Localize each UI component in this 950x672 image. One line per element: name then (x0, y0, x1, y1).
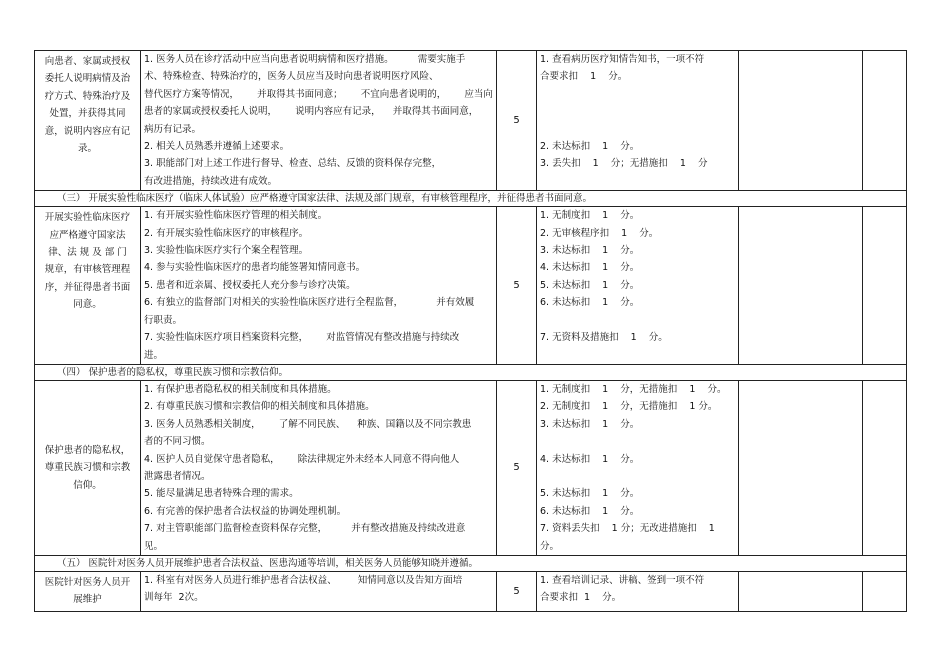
criteria-line (540, 433, 735, 450)
table-row (35, 380, 907, 555)
requirement-line: 5. 能尽量满足患者特殊合理的需求。 (144, 488, 299, 500)
requirement-line: 2. 相关人员熟悉并遵循上述要求。 (144, 141, 290, 153)
requirement-line: 6. 有独立的监督部门对相关的实验性临床医疗进行全程监督， 并有效履 (144, 297, 475, 309)
requirement-line: 1. 有保护患者隐私权的相关制度和具体措施。 (144, 383, 337, 395)
section-header: （五） 医院针对医务人员开展维护患者合法权益、医患沟通等培训，相关医务人员能够知晓并遵循。 (35, 555, 907, 571)
criteria-line: 合要求扣 1 分。 (540, 592, 622, 604)
requirement-line: 7. 对主管职能部门监督检查资料保存完整， 并有整改措施及持续改进意 (144, 523, 466, 535)
blank-cell (863, 207, 907, 365)
blank-cell (739, 207, 863, 365)
criteria-cell (537, 380, 739, 555)
criteria-line: 6. 未达标扣 1 分。 (540, 505, 640, 517)
blank-cell (863, 51, 907, 191)
blank-cell (739, 51, 863, 191)
criteria-cell (537, 571, 739, 611)
requirement-line: 4. 医护人员自觉保守患者隐私， 除法律规定外未经本人同意不得向他人 (144, 453, 460, 465)
score-cell: 5 (497, 571, 537, 611)
criteria-line: 1. 查看培训记录、讲稿、签到一项不符 (540, 574, 705, 586)
requirement-line: 1. 医务人员在诊疗活动中应当向患者说明病情和医疗措施。 需要实施手 (144, 54, 466, 65)
score-cell: 5 (497, 380, 537, 555)
criteria-line (540, 121, 735, 138)
criteria-line (540, 346, 735, 363)
requirement-line: 进。 (144, 349, 164, 361)
requirements-cell (141, 51, 497, 191)
requirement-line: 1. 有开展实验性临床医疗管理的相关制度。 (144, 210, 328, 222)
section-header-row (35, 555, 907, 571)
requirement-line: 1. 科室有对医务人员进行维护患者合法权益、 知情同意以及告知方面培 (144, 574, 463, 586)
item-cell: 医院针对医务人员开展维护 (35, 571, 141, 611)
criteria-line: 2. 未达标扣 1 分。 (540, 140, 640, 152)
requirement-line: 2. 有尊重民族习惯和宗教信仰的相关制度和具体措施。 (144, 401, 375, 413)
criteria-line: 分。 (540, 540, 560, 552)
criteria-line: 4. 未达标扣 1 分。 (540, 262, 640, 274)
requirements-cell (141, 571, 497, 611)
criteria-line: 2. 无审核程序扣 1 分。 (540, 227, 659, 239)
requirement-line: 术、特殊检查、特殊治疗的，医务人员应当及时向患者说明医疗风险、 (144, 71, 439, 83)
table-body (35, 51, 907, 612)
requirement-line: 2. 有开展实验性临床医疗的审核程序。 (144, 227, 309, 239)
item-cell: 保护患者的隐私权，尊重民族习惯和宗教信仰。 (35, 380, 141, 555)
requirement-line: 泄露患者情况。 (144, 470, 211, 482)
requirement-line: 患者的家属或授权委托人说明， 说明内容应有记录， 并取得其书面同意， (144, 106, 479, 118)
requirement-line: 见。 (144, 540, 164, 552)
criteria-line: 1. 无制度扣 1 分。 (540, 210, 640, 222)
requirement-line: 者的不同习惯。 (144, 436, 211, 448)
criteria-line: 6. 未达标扣 1 分。 (540, 297, 640, 309)
requirement-line: 6. 有完善的保护患者合法权益的协调处理机制。 (144, 505, 347, 517)
criteria-line: 2. 无制度扣 1 分，无措施扣 1 分。 (540, 401, 718, 413)
score-cell: 5 (497, 207, 537, 365)
criteria-line: 5. 未达标扣 1 分。 (540, 279, 640, 291)
criteria-line: 7. 无资料及措施扣 1 分。 (540, 332, 668, 344)
criteria-line: 4. 未达标扣 1 分。 (540, 453, 640, 465)
criteria-line (540, 103, 735, 120)
criteria-cell (537, 207, 739, 365)
requirement-line: 3. 职能部门对上述工作进行督导、检查、总结、反馈的资料保存完整， (144, 158, 442, 170)
section-header-row (35, 364, 907, 380)
requirements-cell (141, 207, 497, 365)
requirement-line: 3. 实验性临床医疗实行个案全程管理。 (144, 245, 309, 257)
requirement-line: 训每年 2次。 (144, 592, 204, 604)
requirement-line: 3. 医务人员熟悉相关制度， 了解不同民族、 种族、国籍以及不同宗教患 (144, 418, 472, 430)
score-cell: 5 (497, 51, 537, 191)
requirement-line: 5. 患者和近亲属、授权委托人充分参与诊疗决策。 (144, 279, 356, 291)
requirements-cell (141, 380, 497, 555)
criteria-line: 5. 未达标扣 1 分。 (540, 488, 640, 500)
section-header-row (35, 191, 907, 207)
table-row (35, 207, 907, 365)
section-header: （四） 保护患者的隐私权，尊重民族习惯和宗教信仰。 (35, 364, 907, 380)
criteria-line (540, 86, 735, 103)
criteria-line: 合要求扣 1 分。 (540, 71, 628, 83)
criteria-line: 1. 无制度扣 1 分，无措施扣 1 分。 (540, 383, 727, 395)
blank-cell (739, 380, 863, 555)
section-header: （三） 开展实验性临床医疗（临床人体试验）应严格遵守国家法律、法规及部门规章，有审核管理程序，并征得患者书面同意。 (35, 191, 907, 207)
requirement-line: 有改进措施，持续改进有成效。 (144, 175, 278, 187)
requirement-line: 行职责。 (144, 314, 183, 326)
blank-cell (739, 571, 863, 611)
criteria-line: 3. 丢失扣 1 分；无措施扣 1 分 (540, 158, 708, 170)
criteria-line (540, 312, 735, 329)
standards-table (34, 50, 907, 612)
table-row (35, 51, 907, 191)
criteria-line: 1. 查看病历医疗知情告知书，一项不符 (540, 54, 705, 65)
criteria-line (540, 173, 735, 190)
item-cell: 向患者、家属或授权委托人说明病情及治疗方式、特殊治疗及处置，并获得其同意，说明内容应有记录。 (35, 51, 141, 191)
blank-cell (863, 571, 907, 611)
requirement-line: 病历有记录。 (144, 123, 202, 135)
evaluation-sheet (34, 50, 906, 612)
criteria-line: 3. 未达标扣 1 分。 (540, 418, 640, 430)
blank-cell (863, 380, 907, 555)
table-row (35, 571, 907, 611)
requirement-line: 替代医疗方案等情况， 并取得其书面同意； 不宜向患者说明的， 应当向 (144, 88, 493, 100)
criteria-line (540, 468, 735, 485)
requirement-line: 4. 参与实验性临床医疗的患者均能签署知情同意书。 (144, 262, 366, 274)
criteria-line: 7. 资料丢失扣 1 分；无改进措施扣 1 (540, 523, 715, 535)
requirement-line: 7. 实验性临床医疗项目档案资料完整， 对监管情况有整改措施与持续改 (144, 332, 460, 344)
criteria-cell (537, 51, 739, 191)
item-cell: 开展实验性临床医疗应严格遵守国家法律、法 规 及 部 门 规章，有审核管理程序，并征得患者书面同意。 (35, 207, 141, 365)
criteria-line: 3. 未达标扣 1 分。 (540, 245, 640, 257)
